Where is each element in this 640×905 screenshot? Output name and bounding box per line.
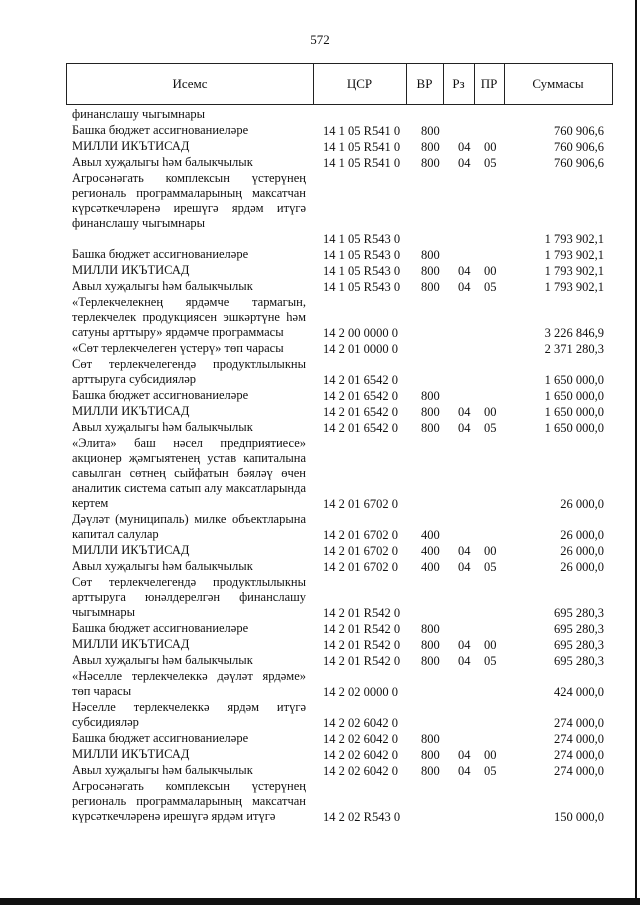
row-sum: 695 280,3: [554, 606, 604, 620]
row-name: «Терлекчелекнең ярдәмче тармагын, терлекчелек продукциясен эшкәртүне һәм сатуны арттыру» ярдәмче программасы: [72, 295, 306, 339]
row-pr: 05: [484, 654, 497, 668]
row-csr: 14 2 01 R542 0: [323, 622, 401, 636]
row-sum: 2 371 280,3: [544, 342, 604, 356]
header-name: Исемс: [67, 64, 314, 104]
row-name: Авыл хуҗалыгы һәм балыкчылык: [72, 559, 253, 573]
row-rz: 04: [458, 560, 471, 574]
table-row: [0, 575, 640, 621]
row-csr: 14 2 02 6042 0: [323, 748, 398, 762]
row-csr: 14 2 02 6042 0: [323, 764, 398, 778]
row-pr: 05: [484, 764, 497, 778]
header-pr: ПР: [474, 64, 505, 104]
header-csr: ЦСР: [313, 64, 407, 104]
row-name: МИЛЛИ ИКЪТИСАД: [72, 263, 190, 277]
row-name: финанслашу чыгымнары: [72, 107, 206, 121]
row-name: Сөт терлекчелегендә продуктлылыкны арттыруга юнәлдерелгән финанслашу чыгымнары: [72, 575, 306, 619]
row-csr: 14 2 01 6702 0: [323, 560, 398, 574]
row-pr: 05: [484, 560, 497, 574]
row-sum: 1 793 902,1: [544, 232, 604, 246]
row-sum: 695 280,3: [554, 622, 604, 636]
row-csr: 14 2 01 R542 0: [323, 654, 401, 668]
scan-edge-right: [635, 0, 637, 905]
table-row: [0, 436, 640, 512]
row-sum: 760 906,6: [554, 140, 604, 154]
row-sum: 1 793 902,1: [544, 264, 604, 278]
row-csr: 14 2 02 6042 0: [323, 732, 398, 746]
row-pr: 05: [484, 280, 497, 294]
row-csr: 14 2 01 6542 0: [323, 389, 398, 403]
row-sum: 150 000,0: [554, 810, 604, 824]
table-row: [0, 731, 640, 747]
table-row: [0, 357, 640, 388]
row-csr: 14 1 05 R543 0: [323, 264, 401, 278]
row-rz: 04: [458, 544, 471, 558]
row-name: МИЛЛИ ИКЪТИСАД: [72, 404, 190, 418]
row-name: МИЛЛИ ИКЪТИСАД: [72, 637, 190, 651]
row-sum: 26 000,0: [560, 497, 604, 511]
row-pr: 00: [484, 748, 497, 762]
header-rz: Рз: [443, 64, 475, 104]
row-name: «Элита» баш нәсел предприятиесе» акционер җәмгыятенең устав капиталына савылган сөтнең сыйфатын бәяләү өчен аналитик система сатып алу максатларында кертем: [72, 436, 306, 510]
table-row: [0, 559, 640, 575]
row-rz: 04: [458, 140, 471, 154]
row-rz: 04: [458, 264, 471, 278]
row-name: Авыл хуҗалыгы һәм балыкчылык: [72, 653, 253, 667]
row-name: Башка бюджет ассигнованиеләре: [72, 621, 249, 635]
row-vr: 400: [421, 560, 440, 574]
row-sum: 1 793 902,1: [544, 248, 604, 262]
row-sum: 760 906,6: [554, 156, 604, 170]
table-header: [66, 63, 613, 105]
table-row: [0, 155, 640, 171]
row-rz: 04: [458, 748, 471, 762]
row-csr: 14 2 01 6542 0: [323, 405, 398, 419]
scan-edge-bottom: [0, 898, 640, 905]
row-vr: 800: [421, 764, 440, 778]
table-row: [0, 763, 640, 779]
row-name: Авыл хуҗалыгы һәм балыкчылык: [72, 420, 253, 434]
row-vr: 800: [421, 140, 440, 154]
row-csr: 14 2 02 6042 0: [323, 716, 398, 730]
row-csr: 14 1 05 R541 0: [323, 140, 401, 154]
row-csr: 14 2 02 0000 0: [323, 685, 398, 699]
row-vr: 800: [421, 248, 440, 262]
table-row: [0, 388, 640, 404]
row-pr: 00: [484, 140, 497, 154]
row-vr: 400: [421, 544, 440, 558]
table-row: [0, 247, 640, 263]
row-sum: 760 906,6: [554, 124, 604, 138]
table-row: [0, 107, 640, 123]
row-pr: 00: [484, 405, 497, 419]
row-sum: 26 000,0: [560, 544, 604, 558]
row-sum: 695 280,3: [554, 654, 604, 668]
table-row: [0, 263, 640, 279]
row-csr: 14 2 01 6702 0: [323, 528, 398, 542]
row-pr: 00: [484, 264, 497, 278]
row-csr: 14 2 02 R543 0: [323, 810, 401, 824]
row-vr: 800: [421, 156, 440, 170]
row-sum: 274 000,0: [554, 748, 604, 762]
row-csr: 14 2 01 6542 0: [323, 421, 398, 435]
row-name: Агросәнәгать комплексын үстерүнең региональ программаларының максатчан күрсәткечләренә ирешүгә ярдәм итүгә финанслашу чыгымнары: [72, 171, 306, 230]
row-sum: 1 650 000,0: [544, 373, 604, 387]
row-name: «Сөт терлекчелеген үстерү» төп чарасы: [72, 341, 284, 355]
row-csr: 14 2 01 R542 0: [323, 638, 401, 652]
row-sum: 1 650 000,0: [544, 421, 604, 435]
header-sum: Суммасы: [532, 76, 584, 91]
row-vr: 800: [421, 280, 440, 294]
row-csr: 14 1 05 R543 0: [323, 232, 401, 246]
row-vr: 400: [421, 528, 440, 542]
row-sum: 274 000,0: [554, 764, 604, 778]
row-vr: 800: [421, 124, 440, 138]
table-row: [0, 171, 640, 247]
row-name: «Нәселле терлекчелеккә дәүләт ярдәме» төп чарасы: [72, 669, 306, 698]
table-row: [0, 637, 640, 653]
row-pr: 05: [484, 156, 497, 170]
row-rz: 04: [458, 764, 471, 778]
row-sum: 1 650 000,0: [544, 389, 604, 403]
row-csr: 14 2 01 R542 0: [323, 606, 401, 620]
row-sum: 26 000,0: [560, 528, 604, 542]
row-sum: 1 650 000,0: [544, 405, 604, 419]
row-sum: 695 280,3: [554, 638, 604, 652]
table-row: [0, 139, 640, 155]
row-vr: 800: [421, 748, 440, 762]
row-vr: 800: [421, 732, 440, 746]
row-csr: 14 2 01 6542 0: [323, 373, 398, 387]
table-row: [0, 669, 640, 700]
row-name: Авыл хуҗалыгы һәм балыкчылык: [72, 279, 253, 293]
row-name: Авыл хуҗалыгы һәм балыкчылык: [72, 763, 253, 777]
row-sum: 3 226 846,9: [544, 326, 604, 340]
row-pr: 00: [484, 638, 497, 652]
row-sum: 274 000,0: [554, 732, 604, 746]
row-rz: 04: [458, 654, 471, 668]
page-number: 572: [310, 32, 330, 47]
row-csr: 14 1 05 R543 0: [323, 280, 401, 294]
row-vr: 800: [421, 654, 440, 668]
row-pr: 00: [484, 544, 497, 558]
row-sum: 274 000,0: [554, 716, 604, 730]
row-name: Нәселле терлекчелеккә ярдәм итүгә субсидияләр: [72, 700, 306, 729]
table-row: [0, 747, 640, 763]
row-csr: 14 2 01 6702 0: [323, 544, 398, 558]
row-name: Башка бюджет ассигнованиеләре: [72, 247, 249, 261]
table-row: [0, 700, 640, 731]
row-vr: 800: [421, 405, 440, 419]
row-csr: 14 1 05 R543 0: [323, 248, 401, 262]
row-sum: 26 000,0: [560, 560, 604, 574]
table-row: [0, 279, 640, 295]
row-vr: 800: [421, 622, 440, 636]
table-row: [0, 341, 640, 357]
row-name: Башка бюджет ассигнованиеләре: [72, 731, 249, 745]
table-row: [0, 653, 640, 669]
table-row: [0, 779, 640, 825]
table-row: [0, 543, 640, 559]
row-name: Сөт терлекчелегендә продуктлылыкны арттыруга субсидияләр: [72, 357, 306, 386]
row-name: МИЛЛИ ИКЪТИСАД: [72, 139, 190, 153]
row-vr: 800: [421, 389, 440, 403]
row-vr: 800: [421, 421, 440, 435]
row-vr: 800: [421, 264, 440, 278]
row-name: Дәүләт (муниципаль) милке объектларына капитал салулар: [72, 512, 306, 541]
row-rz: 04: [458, 405, 471, 419]
row-rz: 04: [458, 280, 471, 294]
table-row: [0, 295, 640, 341]
row-csr: 14 2 00 0000 0: [323, 326, 398, 340]
row-csr: 14 1 05 R541 0: [323, 124, 401, 138]
row-vr: 800: [421, 638, 440, 652]
row-sum: 1 793 902,1: [544, 280, 604, 294]
table-row: [0, 621, 640, 637]
row-rz: 04: [458, 421, 471, 435]
row-pr: 05: [484, 421, 497, 435]
row-rz: 04: [458, 156, 471, 170]
table-row: [0, 123, 640, 139]
row-name: МИЛЛИ ИКЪТИСАД: [72, 747, 190, 761]
table-row: [0, 404, 640, 420]
row-name: Башка бюджет ассигнованиеләре: [72, 123, 249, 137]
row-name: Башка бюджет ассигнованиеләре: [72, 388, 249, 402]
row-csr: 14 2 01 6702 0: [323, 497, 398, 511]
table-row: [0, 512, 640, 543]
header-vr: ВР: [406, 64, 444, 104]
row-name: Агросәнәгать комплексын үстерүнең региональ программаларының максатчан күрсәткечләренә ирешүгә ярдәм итүгә: [72, 779, 306, 823]
row-csr: 14 2 01 0000 0: [323, 342, 398, 356]
row-name: Авыл хуҗалыгы һәм балыкчылык: [72, 155, 253, 169]
row-csr: 14 1 05 R541 0: [323, 156, 401, 170]
row-rz: 04: [458, 638, 471, 652]
row-name: МИЛЛИ ИКЪТИСАД: [72, 543, 190, 557]
row-sum: 424 000,0: [554, 685, 604, 699]
table-row: [0, 420, 640, 436]
